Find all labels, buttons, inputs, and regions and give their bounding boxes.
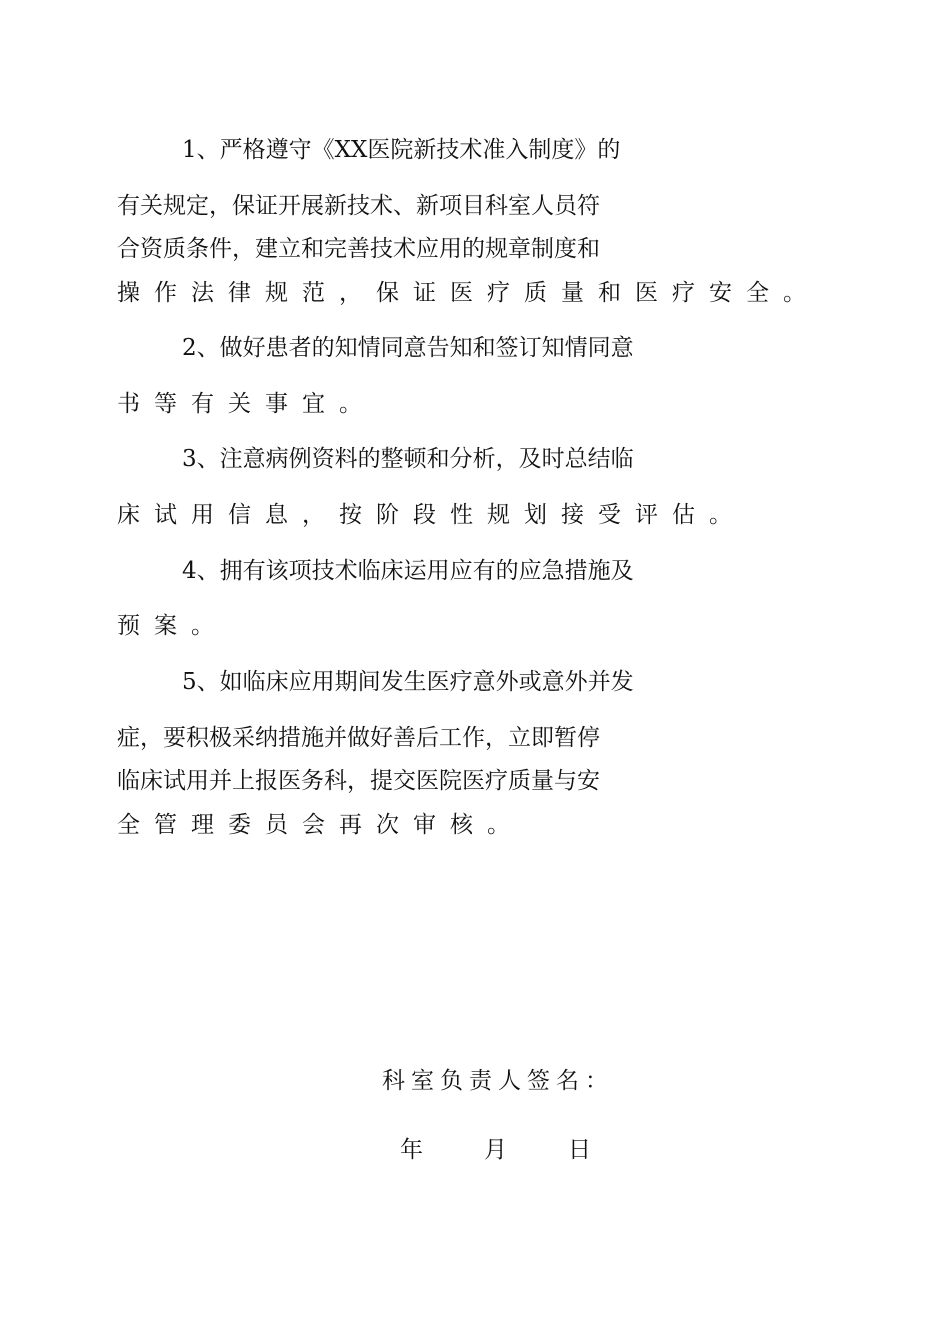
- paragraph-4-line-2: 预案。: [117, 613, 228, 639]
- paragraph-1-line-2: 有关规定，保证开展新技术、新项目科室人员符: [117, 193, 600, 219]
- date-month-label: 月: [484, 1137, 507, 1163]
- paragraph-4-line-1: 4、拥有该项技术临床运用应有的应急措施及: [182, 558, 634, 584]
- paragraph-5-line-1: 5、如临床应用期间发生医疗意外或意外并发: [182, 669, 634, 695]
- paragraph-1-line-4: 操作法律规范，保证医疗质量和医疗安全。: [117, 280, 820, 306]
- paragraph-3-line-2: 床试用信息，按阶段性规划接受评估。: [117, 502, 746, 528]
- signature-label: 科室负责人签名：: [382, 1068, 614, 1094]
- paragraph-5-line-3: 临床试用并上报医务科，提交医院医疗质量与安: [117, 768, 600, 794]
- date-line: [400, 1133, 620, 1167]
- date-day-label: 日: [568, 1137, 591, 1163]
- paragraph-2-line-1: 2、做好患者的知情同意告知和签订知情同意: [182, 335, 634, 361]
- paragraph-1-line-1: 1、严格遵守《XX医院新技术准入制度》的: [182, 137, 621, 163]
- paragraph-2-line-2: 书等有关事宜。: [117, 391, 376, 417]
- paragraph-5-line-4: 全管理委员会再次审核。: [117, 812, 524, 838]
- date-year-label: 年: [400, 1137, 423, 1163]
- paragraph-5-line-2: 症，要积极采纳措施并做好善后工作，立即暂停: [117, 725, 600, 751]
- paragraph-1-line-3: 合资质条件，建立和完善技术应用的规章制度和: [117, 236, 600, 262]
- paragraph-3-line-1: 3、注意病例资料的整顿和分析，及时总结临: [182, 446, 634, 472]
